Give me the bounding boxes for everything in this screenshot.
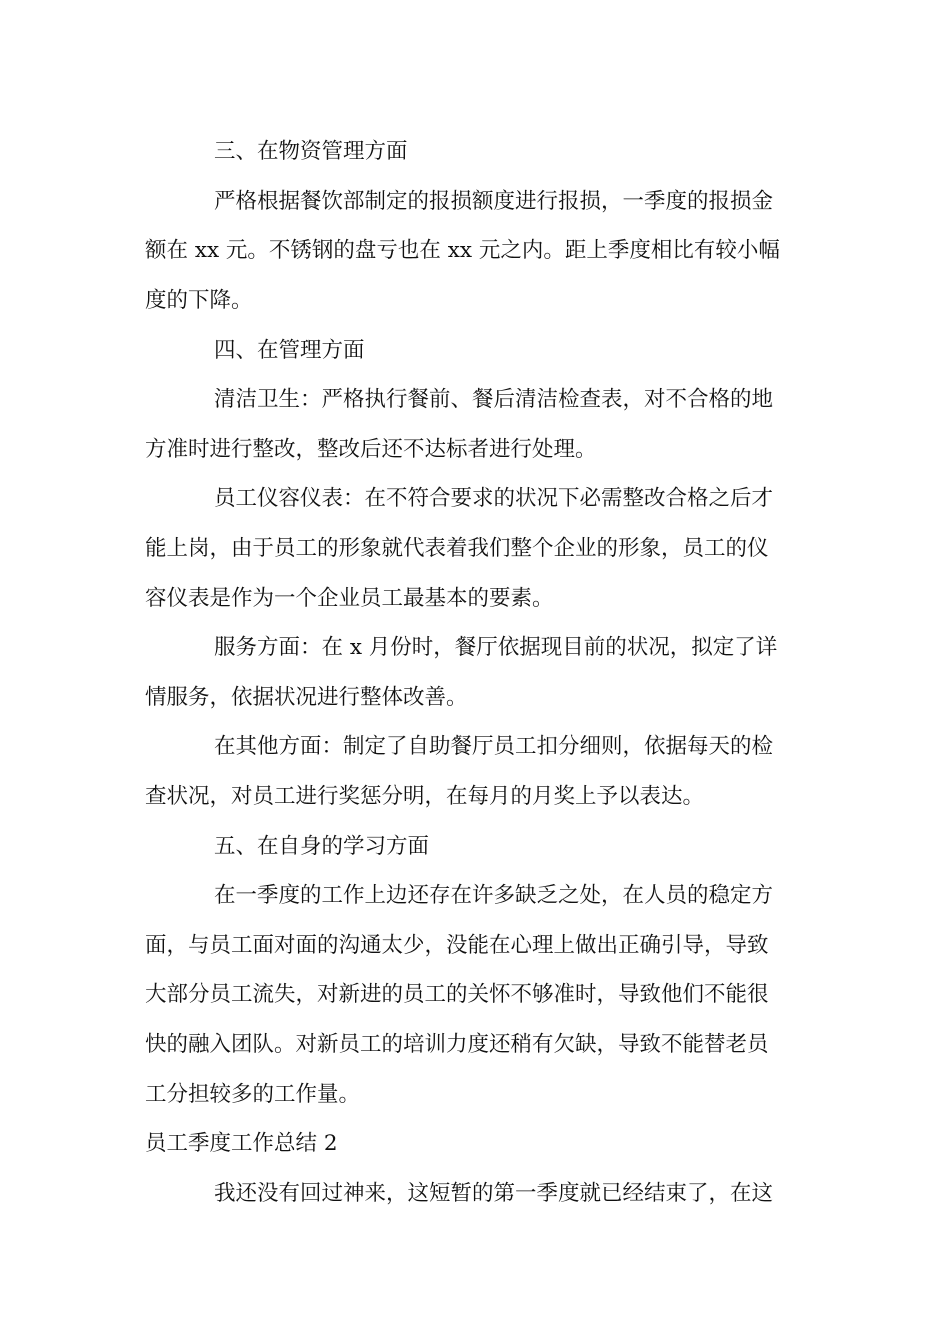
paragraph-line: 面，与员工面对面的沟通太少，没能在心理上做出正确引导，导致 xyxy=(145,933,769,958)
paragraph-line: 能上岗，由于员工的形象就代表着我们整个企业的形象，员工的仪 xyxy=(145,536,769,561)
section-heading-self-learning: 五、在自身的学习方面 xyxy=(214,834,430,859)
paragraph-line: 在其他方面：制定了自助餐厅员工扣分细则，依据每天的检 xyxy=(214,734,774,759)
document-title-2: 员工季度工作总结 2 xyxy=(145,1131,338,1156)
paragraph-line: 度的下降。 xyxy=(145,288,253,313)
paragraph-line: 我还没有回过神来，这短暂的第一季度就已经结束了，在这 xyxy=(214,1181,774,1206)
paragraph-line: 方准时进行整改，整改后还不达标者进行处理。 xyxy=(145,437,597,462)
paragraph-line: 服务方面：在 x 月份时，餐厅依据现目前的状况，拟定了详 xyxy=(214,635,778,660)
paragraph-line: 工分担较多的工作量。 xyxy=(145,1082,361,1107)
paragraph-line: 情服务，依据状况进行整体改善。 xyxy=(145,685,468,710)
paragraph-line: 大部分员工流失，对新进的员工的关怀不够准时，导致他们不能很 xyxy=(145,982,769,1007)
paragraph-line: 员工仪容仪表：在不符合要求的状况下必需整改合格之后才 xyxy=(214,486,774,511)
paragraph-line: 快的融入团队。对新员工的培训力度还稍有欠缺，导致不能替老员 xyxy=(145,1032,769,1057)
paragraph-line: 查状况，对员工进行奖惩分明，在每月的月奖上予以表达。 xyxy=(145,784,705,809)
section-heading-management: 四、在管理方面 xyxy=(214,338,365,363)
paragraph-line: 额在 xx 元。不锈钢的盘亏也在 xx 元之内。距上季度相比有较小幅 xyxy=(145,238,780,263)
paragraph-line: 严格根据餐饮部制定的报损额度进行报损，一季度的报损金 xyxy=(214,189,774,214)
paragraph-line: 容仪表是作为一个企业员工最基本的要素。 xyxy=(145,586,554,611)
paragraph-line: 清洁卫生：严格执行餐前、餐后清洁检查表，对不合格的地 xyxy=(214,387,774,412)
paragraph-line: 在一季度的工作上边还存在许多缺乏之处，在人员的稳定方 xyxy=(214,883,774,908)
section-heading-materials: 三、在物资管理方面 xyxy=(214,139,408,164)
